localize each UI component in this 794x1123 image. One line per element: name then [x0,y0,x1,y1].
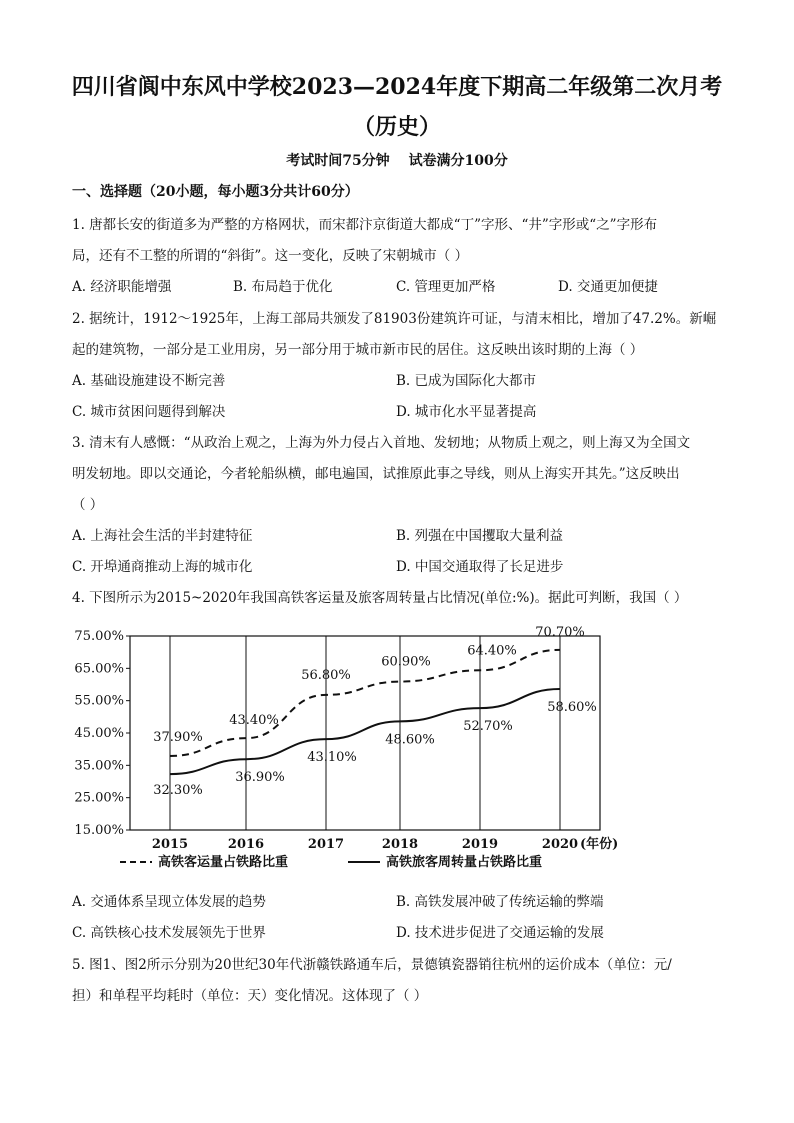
data-label: 60.90% [381,654,431,670]
legend-label: 高铁旅客周转量占铁路比重 [386,855,543,870]
q3-option-a[interactable]: A. 上海社会生活的半封建特征 [72,528,253,544]
data-label: 32.30% [153,783,203,799]
exam-info [0,150,794,170]
q4-text-line1: 4. 下图所示为2015~2020年我国高铁客运量及旅客周转量占比情况(单位:%)。据此可判断，我国（ ） [72,590,688,606]
q2-text-line1: 2. 据统计，1912～1925年，上海工部局共颁发了81903份建筑许可证，与清末相比，增加了47.2%。新崛 [72,311,717,327]
q1-option-c[interactable]: C. 管理更加严格 [396,279,496,295]
x-tick-label: 2017 [307,837,345,852]
data-label: 70.70% [535,624,585,640]
x-tick-label: 2016 [227,837,265,852]
q5-text-line1: 5. 图1、图2所示分别为20世纪30年代浙赣铁路通车后，景德镇瓷器销往杭州的运价成本（单位：元/ [72,957,672,973]
exam-score: 试卷满分100分 [408,153,508,169]
data-label: 64.40% [467,643,517,659]
x-axis-unit: (年份) [580,837,619,852]
y-tick-label: 15.00% [74,823,124,838]
q3-option-d[interactable]: D. 中国交通取得了长足进步 [396,559,564,575]
q2-text-line2: 起的建筑物，一部分是工业用房，另一部分用于城市新市民的居住。这反映出该时期的上海（ ） [72,342,644,358]
q1-option-b[interactable]: B. 布局趋于优化 [233,279,333,295]
q2-option-c[interactable]: C. 城市贫困问题得到解决 [72,404,226,420]
data-label: 36.90% [235,770,285,786]
q1-text-line1: 1. 唐都长安的街道多为严整的方格网状，而宋都汴京街道大都成“丁”字形、“井”字形或“之”字形布 [72,217,658,233]
exam-time: 考试时间75分钟 [286,153,390,169]
chart-svg [70,618,650,883]
q1-option-d[interactable]: D. 交通更加便捷 [558,279,658,295]
y-tick-label: 25.00% [74,790,124,806]
q3-text-line3: （ ） [72,497,104,513]
data-label: 37.90% [153,729,203,745]
q4-option-b[interactable]: B. 高铁发展冲破了传统运输的弊端 [396,894,604,910]
q2-option-b[interactable]: B. 已成为国际化大都市 [396,373,537,389]
y-tick-label: 35.00% [74,758,124,774]
data-label: 52.70% [463,719,513,735]
q4-option-d[interactable]: D. 技术进步促进了交通运输的发展 [396,925,604,941]
q1-option-a[interactable]: A. 经济职能增强 [72,279,172,295]
data-label: 43.40% [229,713,279,729]
x-tick-label: 2019 [461,837,499,852]
y-tick-label: 75.00% [74,629,124,644]
q3-option-c[interactable]: C. 开埠通商推动上海的城市化 [72,559,253,575]
data-label: 56.80% [301,667,351,683]
y-tick-label: 55.00% [74,693,124,709]
q2-option-d[interactable]: D. 城市化水平显著提高 [396,404,537,420]
q3-text-line2: 明发轫地。即以交通论，今者轮船纵横，邮电遍国，试推原此事之导线，则从上海实开其先。”这反映出 [72,466,680,482]
rail-share-chart [70,618,650,883]
x-tick-label: 2020 [541,837,579,852]
data-label: 43.10% [307,750,357,766]
q1-text-line2: 局，还有不工整的所谓的“斜街”。这一变化，反映了宋朝城市（ ） [72,248,469,264]
q5-text-line2: 担）和单程平均耗时（单位：天）变化情况。这体现了（ ） [72,988,428,1004]
exam-subject: （历史） [352,114,441,140]
q3-option-b[interactable]: B. 列强在中国攫取大量利益 [396,528,564,544]
section-heading: 一、选择题（20小题，每小题3分共计60分） [72,184,359,200]
q2-option-a[interactable]: A. 基础设施建设不断完善 [72,373,226,389]
series-line-1 [170,650,560,756]
q3-text-line1: 3. 清末有人感慨：“从政治上观之，上海为外力侵占入首地、发轫地；从物质上观之，则上海又为全国文 [72,435,691,451]
y-tick-label: 65.00% [74,661,124,677]
q4-option-a[interactable]: A. 交通体系呈现立体发展的趋势 [72,894,266,910]
exam-title: 四川省阆中东风中学校2023—2024年度下期高二年级第二次月考 [71,74,723,100]
x-tick-label: 2015 [151,837,189,852]
legend-label: 高铁客运量占铁路比重 [158,855,289,870]
x-tick-label: 2018 [381,837,419,852]
q4-option-c[interactable]: C. 高铁核心技术发展领先于世界 [72,925,266,941]
data-label: 48.60% [385,732,435,748]
data-label: 58.60% [547,700,597,716]
y-tick-label: 45.00% [74,726,124,741]
